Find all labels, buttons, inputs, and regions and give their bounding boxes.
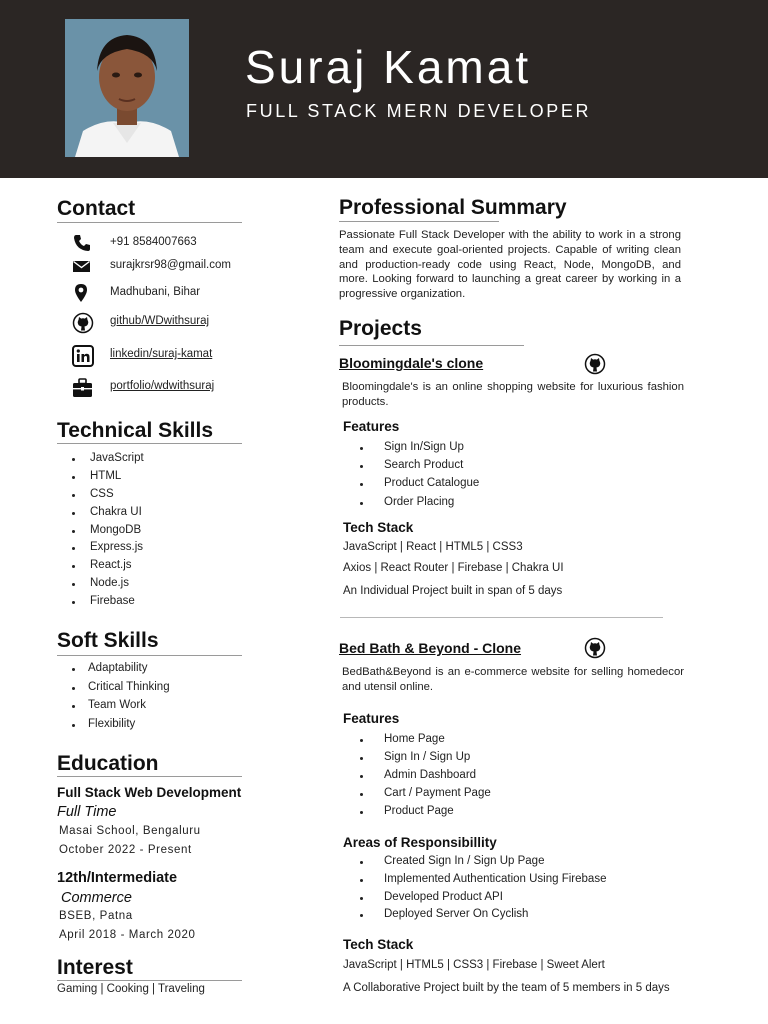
list-item: Firebase xyxy=(72,595,144,613)
project-1-description: Bloomingdale's is an online shopping website for luxurious fashion products. xyxy=(342,381,684,408)
education-institution-2: BSEB, Patna xyxy=(59,910,133,922)
project-2-features-title: Features xyxy=(343,711,400,726)
list-item: Search Product xyxy=(360,459,479,477)
list-item: Adaptability xyxy=(72,662,170,681)
list-item: Created Sign In / Sign Up Page xyxy=(360,855,606,873)
interest-divider xyxy=(57,980,242,981)
contact-linkedin[interactable] xyxy=(72,345,302,365)
contact-email[interactable] xyxy=(72,256,302,276)
project-2-responsibility-list xyxy=(360,855,606,926)
project-1-title[interactable]: Bloomingdale's clone xyxy=(339,355,484,371)
education-mode-1: Full Time xyxy=(57,804,117,820)
project-2-description: BedBath&Beyond is an e-commerce website for selling homedecor and utensil online. xyxy=(342,666,684,693)
project-2-features-list xyxy=(360,733,491,823)
list-item: Admin Dashboard xyxy=(360,769,491,787)
education-degree-1: Full Stack Web Development xyxy=(57,785,242,800)
soft-skills-divider xyxy=(57,655,242,656)
contact-title: Contact xyxy=(57,197,136,220)
list-item: React.js xyxy=(72,559,144,577)
summary-text: Passionate Full Stack Developer with the ability to work in a strong team and execute goal-oriented projects. Capable of writing clean and production-ready code using React, Node, MongoDB, and more. Looking forward to launching a great career by working in a progressive organization. xyxy=(339,229,681,301)
project-1-tech-title: Tech Stack xyxy=(343,520,414,535)
education-dates-2: April 2018 - March 2020 xyxy=(59,929,196,941)
list-item: MongoDB xyxy=(72,524,144,542)
briefcase-icon xyxy=(72,377,92,397)
interest-text: Gaming | Cooking | Traveling xyxy=(57,983,205,995)
github-icon[interactable] xyxy=(584,637,606,659)
list-item: Implemented Authentication Using Firebase xyxy=(360,873,606,891)
project-2-title[interactable]: Bed Bath & Beyond - Clone xyxy=(339,640,522,656)
summary-title: Professional Summary xyxy=(339,196,567,219)
phone-icon xyxy=(72,233,92,253)
list-item: Home Page xyxy=(360,733,491,751)
soft-skills-list xyxy=(72,662,170,736)
education-degree-2: 12th/Intermediate xyxy=(57,870,178,886)
project-1-tech-line-2: Axios | React Router | Firebase | Chakra UI xyxy=(343,562,564,574)
list-item: Critical Thinking xyxy=(72,681,170,700)
list-item: Cart / Payment Page xyxy=(360,787,491,805)
contact-portfolio[interactable] xyxy=(72,377,302,397)
list-item: Node.js xyxy=(72,577,144,595)
education-institution-1: Masai School, Bengaluru xyxy=(59,825,201,837)
contact-location xyxy=(72,283,302,303)
github-link[interactable]: github/WDwithsuraj xyxy=(110,315,210,327)
portfolio-link[interactable]: portfolio/wdwithsuraj xyxy=(110,380,215,392)
list-item: JavaScript xyxy=(72,452,144,470)
phone-text: +91 8584007663 xyxy=(110,236,197,248)
linkedin-link[interactable]: linkedin/suraj-kamat xyxy=(110,348,213,360)
project-2-tech-title: Tech Stack xyxy=(343,937,414,952)
candidate-role: FULL STACK MERN DEVELOPER xyxy=(246,101,592,121)
project-1-note: An Individual Project built in span of 5 days xyxy=(343,585,563,597)
linkedin-icon xyxy=(72,345,92,365)
project-2-note: A Collaborative Project built by the team of 5 members in 5 days xyxy=(343,982,670,994)
contact-github[interactable] xyxy=(72,312,302,332)
education-mode-2: Commerce xyxy=(61,890,132,906)
technical-skills-divider xyxy=(57,443,242,444)
list-item: Team Work xyxy=(72,699,170,718)
list-item: Deployed Server On Cyclish xyxy=(360,908,606,926)
location-icon xyxy=(72,283,92,303)
contact-divider xyxy=(57,222,242,223)
list-item: HTML xyxy=(72,470,144,488)
github-icon xyxy=(72,312,92,332)
list-item: Flexibility xyxy=(72,718,170,737)
summary-divider xyxy=(339,221,499,222)
location-text: Madhubani, Bihar xyxy=(110,286,201,298)
list-item: Sign In/Sign Up xyxy=(360,441,479,459)
list-item: Sign In / Sign Up xyxy=(360,751,491,769)
mail-icon xyxy=(72,256,92,276)
profile-photo xyxy=(65,19,189,157)
list-item: Express.js xyxy=(72,541,144,559)
list-item: CSS xyxy=(72,488,144,506)
resume-header xyxy=(0,0,768,178)
projects-title: Projects xyxy=(339,317,422,340)
education-divider xyxy=(57,776,242,777)
project-2-responsibility-title: Areas of Responsibillity xyxy=(343,835,497,850)
project-1-features-title: Features xyxy=(343,419,400,434)
education-dates-1: October 2022 - Present xyxy=(59,844,192,856)
technical-skills-title: Technical Skills xyxy=(57,419,214,442)
list-item: Product Page xyxy=(360,805,491,823)
interest-title: Interest xyxy=(57,956,133,979)
github-icon[interactable] xyxy=(584,353,606,375)
projects-separator xyxy=(340,617,663,618)
list-item: Chakra UI xyxy=(72,506,144,524)
technical-skills-list xyxy=(72,452,144,613)
project-1-features-list xyxy=(360,441,479,514)
projects-divider xyxy=(339,345,524,346)
soft-skills-title: Soft Skills xyxy=(57,629,159,652)
contact-phone xyxy=(72,233,302,253)
education-title: Education xyxy=(57,752,159,775)
project-1-tech-line-1: JavaScript | React | HTML5 | CSS3 xyxy=(343,541,523,553)
list-item: Developed Product API xyxy=(360,891,606,909)
email-text[interactable]: surajkrsr98@gmail.com xyxy=(110,259,231,271)
candidate-name: Suraj Kamat xyxy=(245,41,532,93)
list-item: Product Catalogue xyxy=(360,477,479,495)
list-item: Order Placing xyxy=(360,496,479,514)
project-2-tech-line-1: JavaScript | HTML5 | CSS3 | Firebase | Sweet Alert xyxy=(343,959,605,971)
